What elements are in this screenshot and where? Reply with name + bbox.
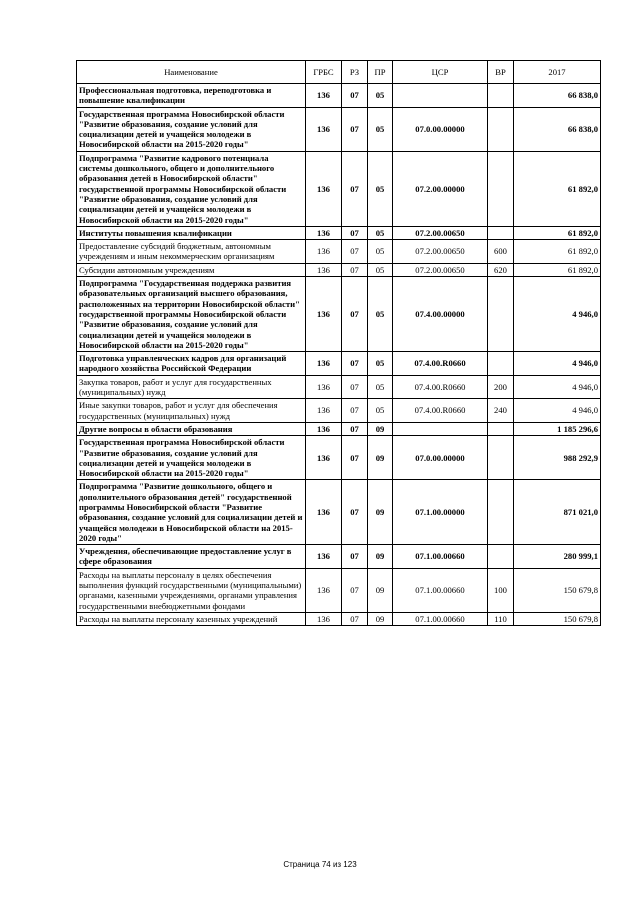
cell-amount: 871 021,0 [514,480,601,545]
table-row [77,568,601,612]
cell-name: Иные закупки товаров, работ и услуг для обеспечения государственных (муниципальных) нужд [77,399,306,423]
cell-csr: 07.2.00.00650 [393,263,488,276]
cell-amount: 66 838,0 [514,84,601,108]
cell-rz: 07 [342,422,368,435]
table-row [77,399,601,423]
header-vr: ВР [488,61,514,84]
cell-rz: 07 [342,436,368,480]
table-row [77,436,601,480]
table-row [77,226,601,239]
cell-pr: 05 [368,240,393,264]
cell-csr: 07.1.00.00660 [393,612,488,625]
cell-grbs: 136 [306,436,342,480]
cell-grbs: 136 [306,226,342,239]
cell-csr: 07.0.00.00000 [393,436,488,480]
cell-rz: 07 [342,375,368,399]
cell-name: Подпрограмма "Развитие кадрового потенциала системы дошкольного, общего и дополнительного образования детей в Новосибирской области" государственной программы Новосибирской области "Развитие образования, создание условий для социализации детей и учащейся молодежи в Новосибирской области на 2015-2020 годы" [77,151,306,226]
cell-amount: 61 892,0 [514,240,601,264]
cell-vr [488,84,514,108]
cell-rz: 07 [342,352,368,376]
table-row [77,612,601,625]
cell-vr: 620 [488,263,514,276]
cell-grbs: 136 [306,151,342,226]
cell-grbs: 136 [306,352,342,376]
cell-csr: 07.2.00.00650 [393,240,488,264]
table-row [77,352,601,376]
cell-amount: 4 946,0 [514,399,601,423]
cell-csr: 07.4.00.R0660 [393,399,488,423]
cell-vr: 200 [488,375,514,399]
cell-csr: 07.1.00.00660 [393,568,488,612]
cell-vr [488,277,514,352]
cell-pr: 05 [368,277,393,352]
cell-rz: 07 [342,263,368,276]
cell-rz: 07 [342,568,368,612]
cell-amount: 988 292,9 [514,436,601,480]
cell-name: Подготовка управленческих кадров для организаций народного хозяйства Российской Федерации [77,352,306,376]
cell-grbs: 136 [306,263,342,276]
cell-vr [488,436,514,480]
cell-name: Профессиональная подготовка, переподготовка и повышение квалификации [77,84,306,108]
cell-name: Субсидии автономным учреждениям [77,263,306,276]
cell-rz: 07 [342,240,368,264]
table-header-row [77,61,601,84]
table-row [77,84,601,108]
cell-name: Подпрограмма "Государственная поддержка развития образовательных организаций высшего образования, расположенных на территории Новосибирской области" государственной программы Новосибирской области "Развитие образования, создание условий для социализации детей и учащейся молодежи в Новосибирской области на 2015-2020 годы" [77,277,306,352]
table-row [77,107,601,151]
cell-amount: 4 946,0 [514,352,601,376]
cell-name: Предоставление субсидий бюджетным, автономным учреждениям и иным некоммерческим организациям [77,240,306,264]
cell-grbs: 136 [306,277,342,352]
cell-csr: 07.2.00.00650 [393,226,488,239]
header-year: 2017 [514,61,601,84]
cell-csr: 07.4.00.R0660 [393,352,488,376]
cell-rz: 07 [342,277,368,352]
cell-grbs: 136 [306,399,342,423]
table-row [77,375,601,399]
cell-amount: 66 838,0 [514,107,601,151]
cell-pr: 05 [368,151,393,226]
budget-table [76,60,601,626]
page-number: Страница 74 из 123 [283,860,357,869]
cell-grbs: 136 [306,422,342,435]
cell-pr: 05 [368,375,393,399]
cell-name: Расходы на выплаты персоналу в целях обеспечения выполнения функций государственными (муниципальными) органами, казенными учреждениями, органами управления государственными внебюджетными фондами [77,568,306,612]
cell-rz: 07 [342,226,368,239]
cell-csr [393,84,488,108]
cell-csr: 07.1.00.00000 [393,480,488,545]
cell-pr: 05 [368,399,393,423]
cell-pr: 09 [368,612,393,625]
cell-pr: 09 [368,480,393,545]
table-body [77,84,601,626]
cell-vr: 110 [488,612,514,625]
table-row [77,277,601,352]
cell-grbs: 136 [306,84,342,108]
header-grbs: ГРБС [306,61,342,84]
cell-rz: 07 [342,612,368,625]
cell-csr: 07.2.00.00000 [393,151,488,226]
table-row [77,151,601,226]
cell-grbs: 136 [306,375,342,399]
cell-vr [488,107,514,151]
cell-amount: 4 946,0 [514,277,601,352]
cell-vr [488,480,514,545]
cell-rz: 07 [342,545,368,569]
cell-vr: 240 [488,399,514,423]
cell-rz: 07 [342,399,368,423]
cell-vr: 600 [488,240,514,264]
header-pr: ПР [368,61,393,84]
cell-grbs: 136 [306,545,342,569]
cell-vr [488,422,514,435]
cell-name: Подпрограмма "Развитие дошкольного, общего и дополнительного образования детей" государственной программы Новосибирской области "Развитие образования, создание условий для социализации детей и учащейся молодежи в Новосибирской области на 2015-2020 годы" [77,480,306,545]
cell-csr [393,422,488,435]
cell-grbs: 136 [306,240,342,264]
header-rz: РЗ [342,61,368,84]
cell-rz: 07 [342,84,368,108]
table-row [77,422,601,435]
header-csr: ЦСР [393,61,488,84]
table-row [77,240,601,264]
cell-grbs: 136 [306,480,342,545]
cell-pr: 05 [368,226,393,239]
cell-amount: 1 185 296,6 [514,422,601,435]
cell-pr: 05 [368,107,393,151]
cell-amount: 61 892,0 [514,263,601,276]
cell-grbs: 136 [306,107,342,151]
cell-vr: 100 [488,568,514,612]
cell-name: Расходы на выплаты персоналу казенных учреждений [77,612,306,625]
cell-name: Государственная программа Новосибирской области "Развитие образования, создание условий для социализации детей и учащейся молодежи в Новосибирской области на 2015-2020 годы" [77,107,306,151]
header-name: Наименование [77,61,306,84]
cell-csr: 07.4.00.00000 [393,277,488,352]
cell-pr: 09 [368,545,393,569]
table-row [77,263,601,276]
cell-csr: 07.1.00.00660 [393,545,488,569]
cell-name: Государственная программа Новосибирской области "Развитие образования, создание условий для социализации детей и учащейся молодежи в Новосибирской области на 2015-2020 годы" [77,436,306,480]
cell-amount: 150 679,8 [514,612,601,625]
cell-name: Институты повышения квалификации [77,226,306,239]
cell-name: Закупка товаров, работ и услуг для государственных (муниципальных) нужд [77,375,306,399]
cell-pr: 05 [368,352,393,376]
cell-pr: 09 [368,436,393,480]
cell-vr [488,352,514,376]
cell-pr: 05 [368,84,393,108]
cell-vr [488,151,514,226]
cell-pr: 09 [368,568,393,612]
cell-csr: 07.4.00.R0660 [393,375,488,399]
cell-rz: 07 [342,151,368,226]
cell-name: Другие вопросы в области образования [77,422,306,435]
cell-pr: 09 [368,422,393,435]
cell-rz: 07 [342,107,368,151]
cell-name: Учреждения, обеспечивающие предоставление услуг в сфере образования [77,545,306,569]
table-row [77,545,601,569]
cell-amount: 280 999,1 [514,545,601,569]
cell-grbs: 136 [306,612,342,625]
cell-amount: 61 892,0 [514,226,601,239]
table-row [77,480,601,545]
cell-pr: 05 [368,263,393,276]
cell-vr [488,545,514,569]
cell-amount: 4 946,0 [514,375,601,399]
cell-amount: 61 892,0 [514,151,601,226]
cell-vr [488,226,514,239]
cell-amount: 150 679,8 [514,568,601,612]
cell-grbs: 136 [306,568,342,612]
cell-rz: 07 [342,480,368,545]
cell-csr: 07.0.00.00000 [393,107,488,151]
